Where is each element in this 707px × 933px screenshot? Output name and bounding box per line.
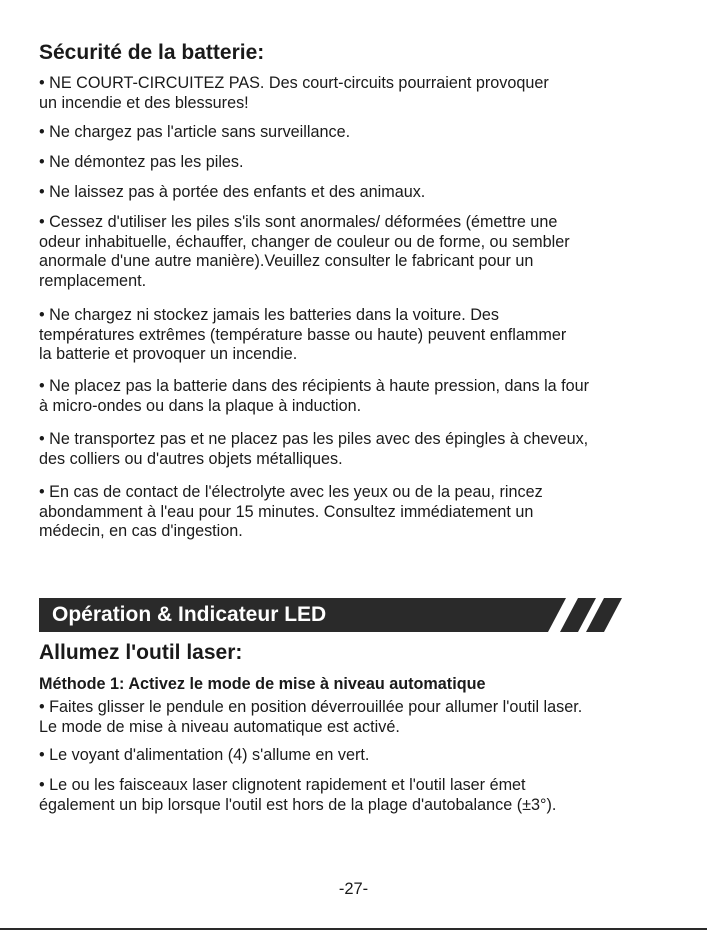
- operation-item-out-of-range: • Le ou les faisceaux laser clignotent rapidement et l'outil laser émet également un bip lorsque l'outil est hors de la plage d'autobalance (±3°).: [39, 776, 557, 814]
- operation-item-power-led: • Le voyant d'alimentation (4) s'allume en vert.: [39, 746, 370, 764]
- battery-safety-item-unattended: • Ne chargez pas l'article sans surveillance.: [39, 123, 351, 141]
- operation-item-pendulum: • Faites glisser le pendule en position déverrouillée pour allumer l'outil laser. Le mode de mise à niveau automatique est activé.: [39, 698, 583, 736]
- battery-safety-title: Sécurité de la batterie:: [39, 41, 265, 64]
- bottom-divider: [0, 928, 707, 930]
- battery-safety-item-children: • Ne laissez pas à portée des enfants et des animaux.: [39, 183, 426, 201]
- battery-safety-item-disassemble: • Ne démontez pas les piles.: [39, 153, 244, 171]
- battery-safety-item-short-circuit: • NE COURT-CIRCUITEZ PAS. Des court-circuits pourraient provoquer un incendie et des blessures!: [39, 74, 549, 112]
- battery-safety-item-pressure: • Ne placez pas la batterie dans des récipients à haute pression, dans la four à micro-ondes ou dans la plaque à induction.: [39, 377, 590, 415]
- page-number: -27-: [338, 880, 369, 898]
- battery-safety-item-car: • Ne chargez ni stockez jamais les batteries dans la voiture. Des températures extrêmes (température basse ou haute) peuvent enflammer la batterie et provoquer un incendie.: [39, 306, 567, 363]
- battery-safety-item-metal: • Ne transportez pas et ne placez pas les piles avec des épingles à cheveux, des colliers ou d'autres objets métalliques.: [39, 430, 589, 468]
- power-on-subtitle: Allumez l'outil laser:: [39, 641, 243, 664]
- method-1-title: Méthode 1: Activez le mode de mise à niveau automatique: [39, 675, 486, 693]
- section-header-band: [39, 598, 634, 632]
- battery-safety-item-abnormal: • Cessez d'utiliser les piles s'ils sont anormales/ déformées (émettre une odeur inhabituelle, échauffer, changer de couleur ou de forme, ou sembler anormale d'une autre manière).Veuillez consulter le fabricant pour un remplacement.: [39, 213, 570, 290]
- battery-safety-item-electrolyte: • En cas de contact de l'électrolyte avec les yeux ou de la peau, rincez abondamment à l'eau pour 15 minutes. Consultez immédiatement un médecin, en cas d'ingestion.: [39, 483, 543, 540]
- operation-section-title: Opération & Indicateur LED: [52, 603, 327, 626]
